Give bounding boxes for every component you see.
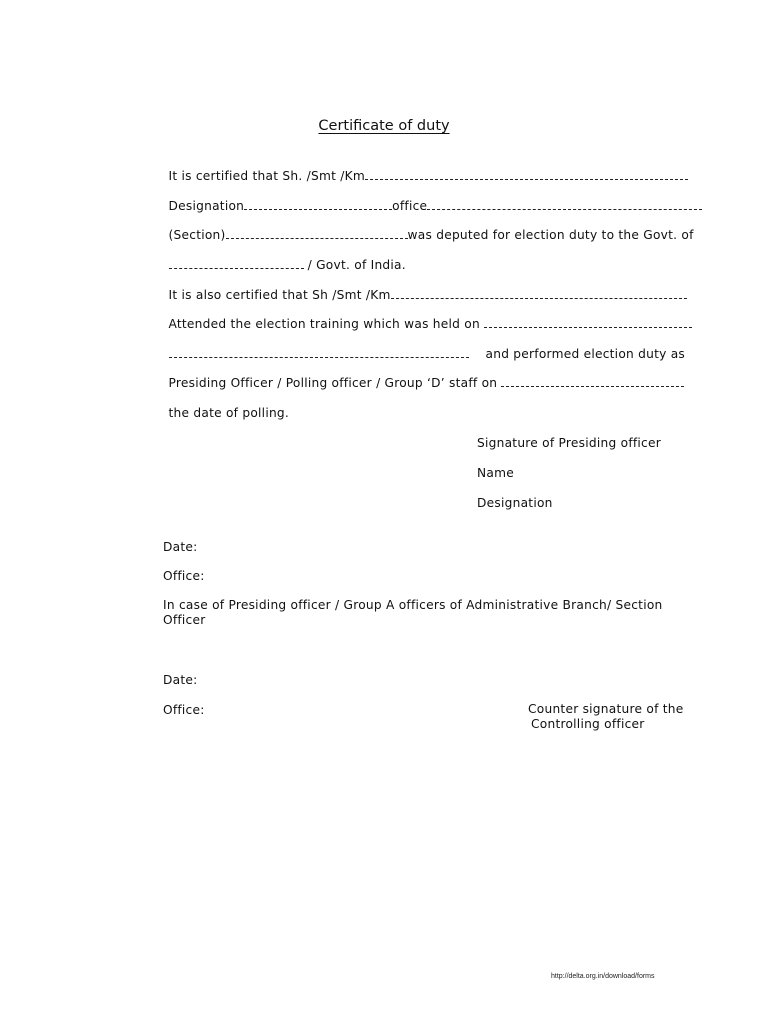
office-blank — [427, 199, 702, 210]
designation-text: Designation — [168, 199, 245, 213]
presiding-officer-note: In case of Presiding officer / Group A officers of Administrative Branch/ Section Officer — [163, 598, 663, 627]
role-text: Presiding Officer / Polling officer / Group ‘D’ staff on — [168, 376, 502, 390]
certified-text: It is certified that Sh. /Smt /Km — [168, 169, 365, 183]
office-text: office — [392, 199, 428, 213]
date-label-2: Date: — [163, 673, 198, 687]
counter-signature — [528, 702, 683, 732]
office-label-2: Office: — [163, 703, 205, 717]
polling-date-blank — [501, 376, 684, 387]
counter-signature-line2: Controlling officer — [531, 717, 645, 731]
name-blank — [365, 169, 688, 180]
performed-text: and performed election duty as — [485, 347, 686, 361]
also-certified-text: It is also certified that Sh /Smt /Km — [168, 288, 391, 302]
line-date-of-polling — [152, 392, 289, 434]
designation-blank — [244, 199, 392, 210]
office-label-1: Office: — [163, 569, 205, 583]
section-blank — [226, 228, 408, 239]
govt-india-text: / Govt. of India. — [303, 258, 406, 272]
training-place-blank — [169, 347, 469, 358]
section-text: (Section) — [168, 228, 226, 242]
date-of-polling-text: the date of polling. — [168, 406, 290, 420]
govt-blank — [169, 258, 304, 269]
date-label-1: Date: — [163, 540, 198, 554]
signature-label: Signature of Presiding officer — [477, 436, 661, 450]
name2-blank — [391, 288, 687, 299]
training-text: Attended the election training which was held on — [168, 317, 485, 331]
footer-url: http://delta.org.in/download/forms — [551, 973, 655, 980]
counter-signature-line1: Counter signature of the — [528, 702, 684, 716]
page-title: Certificate of duty — [318, 118, 450, 134]
name-label: Name — [477, 466, 514, 480]
training-date-blank — [484, 317, 692, 328]
deputed-text: was deputed for election duty to the Govt. of — [407, 228, 694, 242]
designation-label: Designation — [477, 496, 553, 510]
